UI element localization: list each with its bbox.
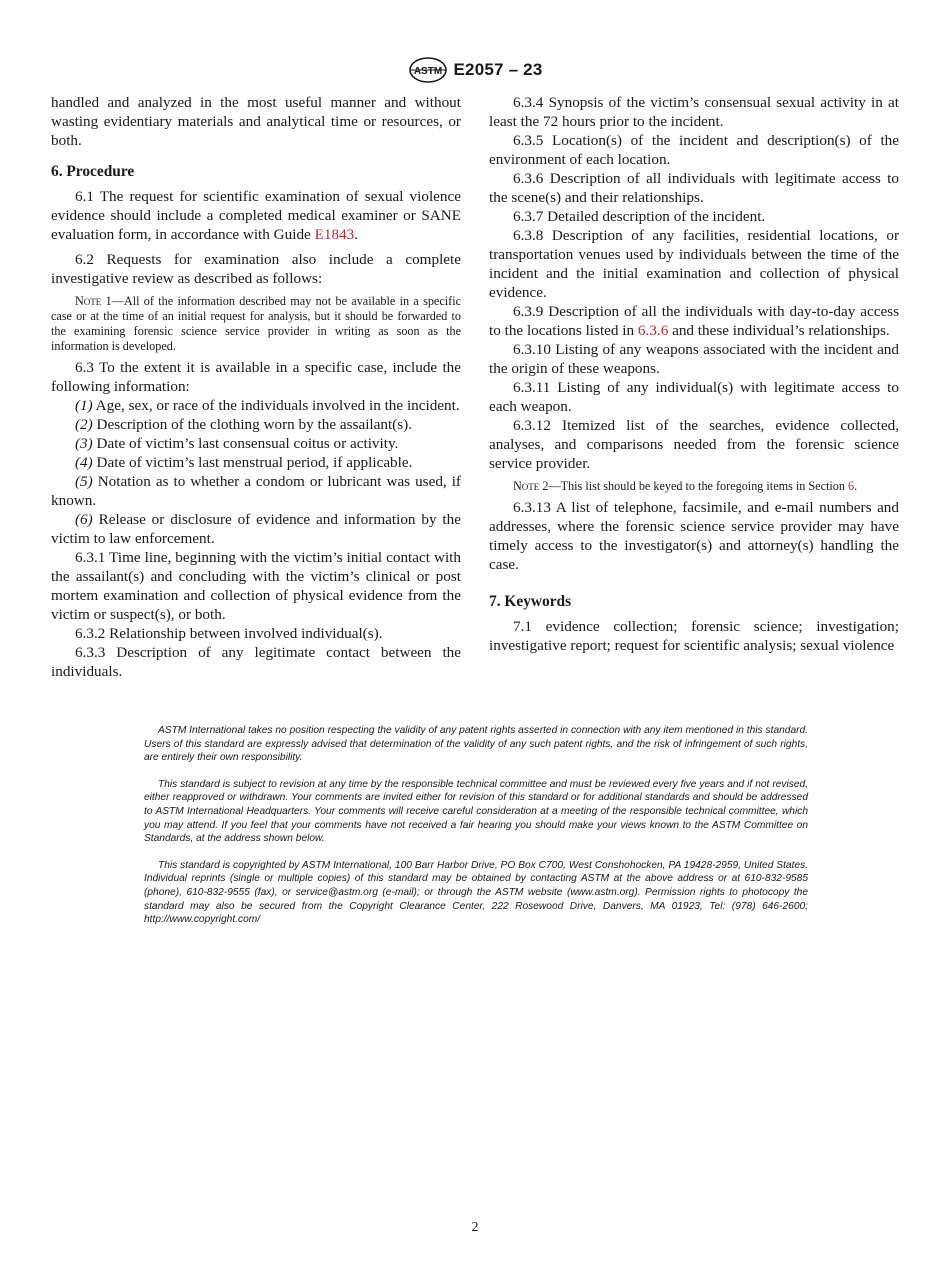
paragraph-6-3-5: 6.3.5 Location(s) of the incident and description(s) of the environment of each location. <box>489 132 899 168</box>
list-item: (4) Date of victim’s last menstrual period, if applicable. <box>75 454 413 471</box>
note-2: Note 2—This list should be keyed to the foregoing items in Section 6. <box>513 479 858 493</box>
left-column <box>51 93 461 681</box>
list-item: (5) Notation as to whether a condom or lubricant was used, if known. <box>51 473 461 509</box>
paragraph-6-3-8: 6.3.8 Description of any facilities, residential locations, or transportation venues used by individuals between the time of the incident and the initial examination and collection of physical evidence. <box>489 227 899 301</box>
footer-notice <box>144 724 808 940</box>
standard-designation: E2057 – 23 <box>453 60 543 79</box>
revision-notice: This standard is subject to revision at any time by the responsible technical committee and must be reviewed every five years and if not revised, either reapproved or withdrawn. Your comments are invited either for revision of this standard or for additional standards and should be addressed to ASTM International Headquarters. Your comments will receive careful consideration at a meeting of the responsible technical committee, which you may attend. If you feel that your comments have not received a fair hearing you should make your views known to the ASTM Committee on Standards, at the address shown below. <box>144 778 808 845</box>
paragraph-6-3-4: 6.3.4 Synopsis of the victim’s consensual sexual activity in at least the 72 hours prior to the incident. <box>489 94 899 130</box>
list-item: (2) Description of the clothing worn by the assailant(s). <box>75 416 413 433</box>
paragraph-6-3-13: 6.3.13 A list of telephone, facsimile, and e-mail numbers and addresses, where the forensic science service provider may have timely access to the investigator(s) and attorney(s) handling the case. <box>489 499 899 573</box>
svg-text:ASTM: ASTM <box>413 66 442 77</box>
paragraph-6-2: 6.2 Requests for examination also include a complete investigative review as described as follows: <box>51 251 461 287</box>
page-number: 2 <box>471 1220 479 1235</box>
paragraph-6-1: 6.1 The request for scientific examination of sexual violence evidence should include a completed medical examiner or SANE evaluation form, in accordance with Guide E1843. <box>51 188 461 243</box>
paragraph-6-3-7: 6.3.7 Detailed description of the incident. <box>513 208 766 225</box>
paragraph-6-3: 6.3 To the extent it is available in a specific case, include the following information: <box>51 359 461 395</box>
page-header <box>0 56 950 84</box>
paragraph-6-3-9: 6.3.9 Description of all the individuals with day-to-day access to the locations listed in 6.3.6 and these individual’s relationships. <box>489 303 899 339</box>
paragraph-6-3-2: 6.3.2 Relationship between involved individual(s). <box>75 625 383 642</box>
guide-e1843-link[interactable]: E1843 <box>314 226 355 243</box>
list-item: (3) Date of victim’s last consensual coitus or activity. <box>75 435 399 452</box>
patent-notice: ASTM International takes no position respecting the validity of any patent rights asserted in connection with any item mentioned in this standard. Users of this standard are expressly advised that determination of the validity of any such patent rights, and the risk of infringement of such rights, are entirely their own responsibility. <box>144 725 808 764</box>
continuation-paragraph: handled and analyzed in the most useful manner and without wasting evidentiary materials and analytical time or resources, or both. <box>51 94 461 149</box>
list-item: (1) Age, sex, or race of the individuals involved in the incident. <box>75 397 460 414</box>
section-6-link[interactable]: 6 <box>848 479 855 493</box>
note-1: Note 1—All of the information described may not be available in a specific case or at the time of an initial request for analysis, but it should be forwarded to the examining forensic science service provider in writing as soon as the information is developed. <box>51 294 461 353</box>
paragraph-6-3-12: 6.3.12 Itemized list of the searches, evidence collected, analyses, and comparisons needed from the forensic science service provider. <box>489 417 899 472</box>
section-heading-procedure: 6. Procedure <box>51 163 135 180</box>
paragraph-6-3-1: 6.3.1 Time line, beginning with the victim’s initial contact with the assailant(s) and concluding with the victim’s clinical or post mortem examination and collection of physical evidence from the victim or suspect(s), or both. <box>51 549 461 623</box>
paragraph-7-1: 7.1 evidence collection; forensic science; investigation; investigative report; request for scientific analysis; sexual violence <box>489 618 899 654</box>
section-6-3-6-link[interactable]: 6.3.6 <box>637 322 669 339</box>
paragraph-6-3-10: 6.3.10 Listing of any weapons associated with the incident and the origin of these weapons. <box>489 341 899 377</box>
section-heading-keywords: 7. Keywords <box>489 593 572 610</box>
paragraph-6-3-3: 6.3.3 Description of any legitimate contact between the individuals. <box>51 644 461 680</box>
right-column <box>489 93 899 655</box>
copyright-notice: This standard is copyrighted by ASTM International, 100 Barr Harbor Drive, PO Box C700, West Conshohocken, PA 19428-2959, United States. Individual reprints (single or multiple copies) of this standard may be obtained by contacting ASTM at the above address or at 610-832-9585 (phone), 610-832-9555 (fax), or service@astm.org (e-mail); or through the ASTM website (www.astm.org). Permission rights to photocopy the standard may also be secured from the Copyright Clearance Center, 222 Rosewood Drive, Danvers, MA 01923, Tel: (978) 646-2600; http://www.copyright.com/ <box>144 859 808 926</box>
list-item: (6) Release or disclosure of evidence and information by the victim to law enforcement. <box>51 511 461 547</box>
paragraph-6-3-11: 6.3.11 Listing of any individual(s) with legitimate access to each weapon. <box>489 379 899 415</box>
astm-logo-icon <box>408 56 448 84</box>
paragraph-6-3-6: 6.3.6 Description of all individuals with legitimate access to the scene(s) and their relationships. <box>489 170 899 206</box>
